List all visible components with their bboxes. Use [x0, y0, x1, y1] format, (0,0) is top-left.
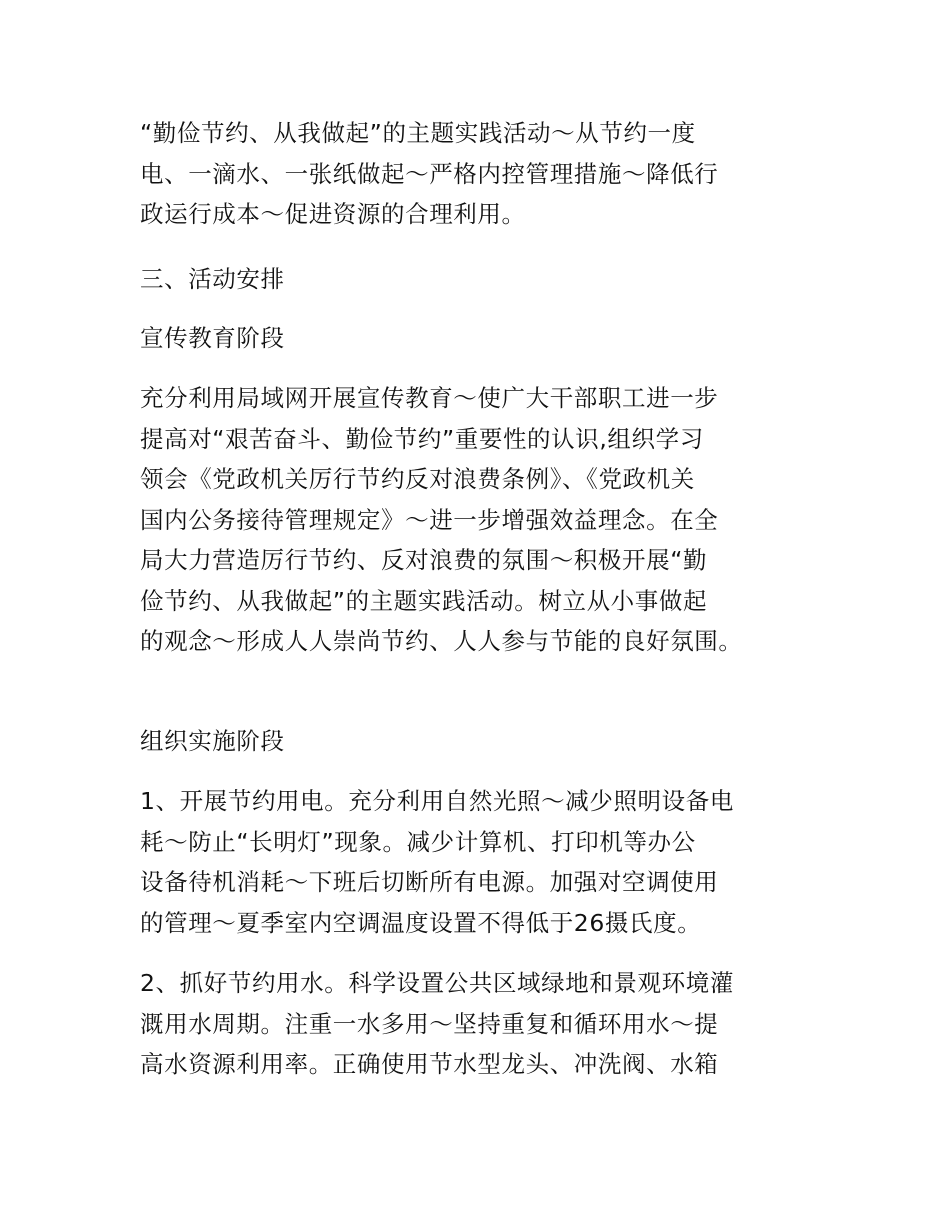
paragraph-line: 充分利用局域网开展宣传教育～使广大干部职工进一步 — [140, 384, 719, 412]
paragraph-line: 领会《党政机关厉行节约反对浪费条例》、《党政机关 — [140, 465, 695, 493]
paragraph-line: 电、一滴水、一张纸做起～严格内控管理措施～降低行 — [140, 159, 719, 188]
paragraph-line: 的观念～形成人人崇尚节约、人人参与节能的良好氛围。 — [140, 627, 743, 655]
paragraph-intro — [140, 113, 820, 235]
paragraph-line: 政运行成本～促进资源的合理利用。 — [140, 200, 526, 228]
subheading-implementation-stage — [140, 721, 820, 762]
section-heading-arrangement — [140, 259, 820, 300]
paragraph-line: 耗～防止“长明灯”现象。减少计算机、打印机等办公 — [140, 827, 696, 856]
heading-text: 宣传教育阶段 — [140, 324, 285, 352]
heading-text: 三、活动安排 — [140, 265, 285, 293]
paragraph-line: “勤俭节约、从我做起”的主题实践活动～从节约一度 — [140, 119, 696, 147]
heading-text: 组织实施阶段 — [140, 727, 285, 755]
paragraph-line: 国内公务接待管理规定》～进一步增强效益理念。在全 — [140, 505, 719, 534]
paragraph-line: 2、抓好节约用水。科学设置公共区域绿地和景观环境灌 — [140, 969, 734, 997]
paragraph-line: 设备待机消耗～下班后切断所有电源。加强对空调使用 — [140, 868, 719, 896]
paragraph-line: 溉用水周期。注重一水多用～坚持重复和循环用水～提 — [140, 1009, 719, 1038]
paragraph-line: 高水资源利用率。正确使用节水型龙头、冲洗阀、水箱 — [140, 1050, 719, 1078]
paragraph-line: 的管理～夏季室内空调温度设置不得低于26摄氏度。 — [140, 908, 702, 937]
paragraph-electricity — [140, 781, 820, 943]
paragraph-water — [140, 963, 820, 1085]
paragraph-line: 局大力营造厉行节约、反对浪费的氛围～积极开展“勤 — [140, 546, 708, 574]
paragraph-publicity — [140, 378, 820, 662]
subheading-publicity-stage — [140, 318, 820, 359]
paragraph-line: 1、开展节约用电。充分利用自然光照～减少照明设备电 — [140, 787, 734, 815]
paragraph-line: 俭节约、从我做起”的主题实践活动。树立从小事做起 — [140, 586, 708, 615]
paragraph-line: 提高对“艰苦奋斗、勤俭节约”重要性的认识,组织学习 — [140, 424, 704, 453]
